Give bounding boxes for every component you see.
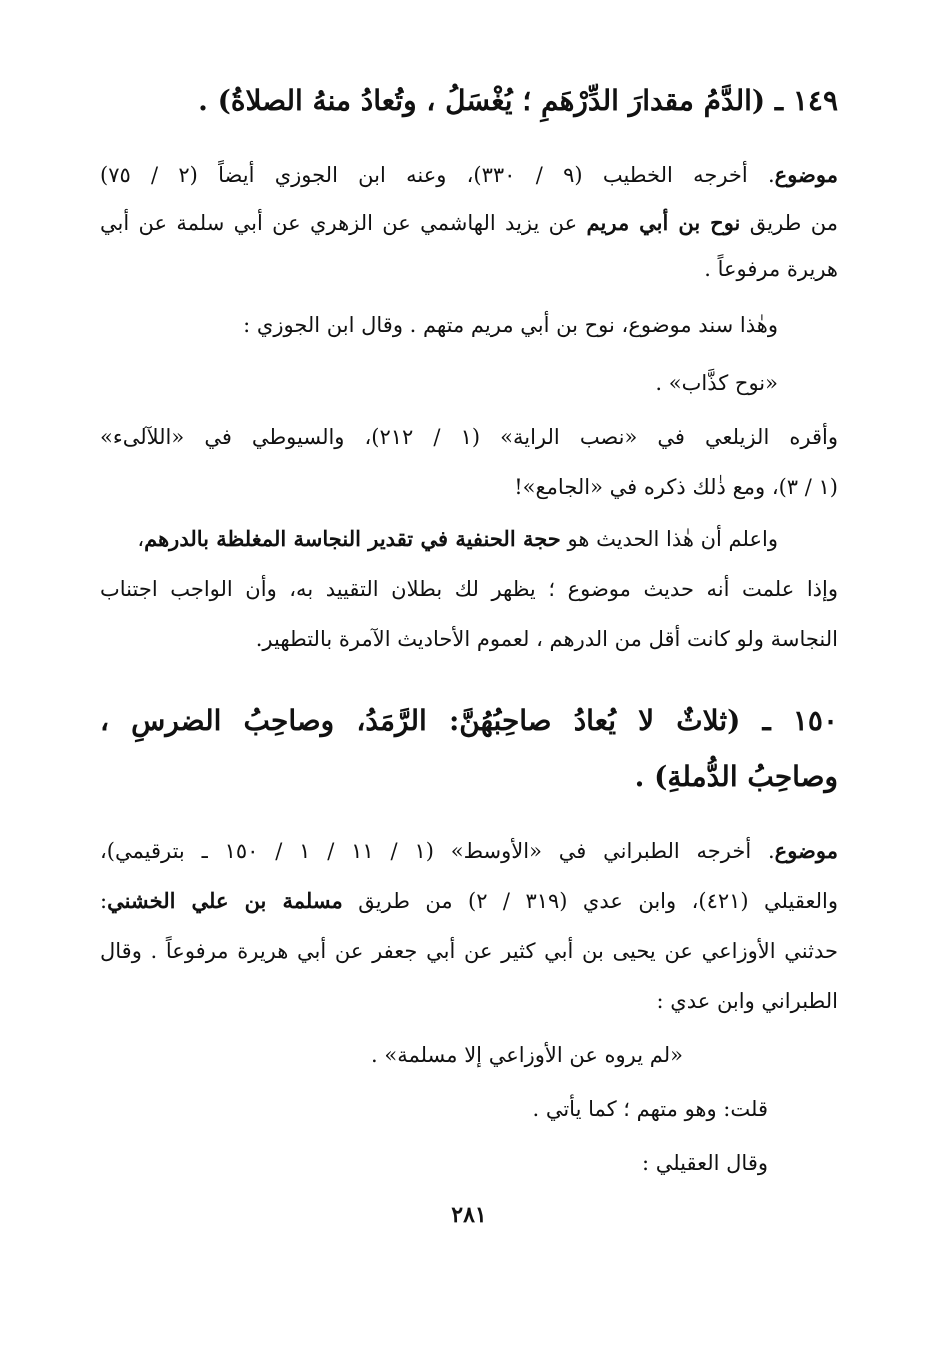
hadith-150-uqayli: وقال العقيلي : bbox=[641, 1151, 768, 1175]
hadith-149-heading: ١٤٩ ـ (الدَّمُ مقدارَ الدِّرْهَمِ ؛ يُغْسَلُ ، وتُعادُ منهُ الصلاةُ) . bbox=[198, 84, 838, 117]
verdict-label: موضوع bbox=[774, 162, 838, 187]
narrator-name: مسلمة بن علي الخشني bbox=[107, 888, 343, 913]
hadith-150-heading-line-1: ١٥٠ ـ (ثلاثٌ لا يُعادُ صاحِبُهُنَّ: الرَّمَدُ، وصاحِبُ الضرسِ ، bbox=[100, 704, 838, 737]
text-span: والعقيلي (٤٢١)، وابن عدي (٣١٩ / ٢) من طريق bbox=[358, 889, 838, 913]
text-span: : bbox=[100, 889, 108, 913]
hadith-149-note-line-3: النجاسة ولو كانت أقل من الدرهم ، لعموم الأحاديث الآمرة بالتطهير. bbox=[255, 627, 838, 651]
text-span: . أخرجه الطبراني في «الأوسط» (١ / ١١ / ١ / ١٥٠ ـ بترقيمي)، bbox=[100, 839, 775, 863]
hadith-150-author-note: قلت: وهو متهم ؛ كما يأتي . bbox=[532, 1097, 768, 1121]
hadith-149-zaylai-line-1: وأقره الزيلعي في «نصب الراية» (١ / ٢١٢)، والسيوطي في «اللآلىء» bbox=[100, 425, 838, 449]
text-span: من طريق bbox=[749, 211, 838, 235]
hadith-150-heading-line-2: وصاحِبُ الدُّملةِ) . bbox=[634, 760, 838, 793]
hadith-149-takhrij-line-2 bbox=[100, 202, 838, 244]
text-span: ، bbox=[137, 527, 145, 551]
hadith-150-takhrij-line-2 bbox=[100, 880, 838, 922]
verdict-label: موضوع bbox=[774, 838, 838, 863]
hadith-149-isnad-comment: وهٰذا سند موضوع، نوح بن أبي مريم متهم . وقال ابن الجوزي : bbox=[243, 313, 778, 337]
hadith-150-quote: «لم يروه عن الأوزاعي إلا مسلمة» . bbox=[371, 1043, 683, 1067]
hadith-149-quote: «نوح كذَّاب» . bbox=[655, 371, 778, 395]
hadith-149-note-line-1 bbox=[100, 518, 778, 560]
hadith-150-takhrij-line-3: حدثني الأوزاعي عن يحيى بن أبي كثير عن أبي جعفر عن أبي هريرة مرفوعاً . وقال bbox=[100, 939, 838, 963]
page-number: ٢٨١ bbox=[451, 1202, 487, 1228]
text-span: واعلم أن هٰذا الحديث هو bbox=[567, 527, 778, 551]
hadith-149-takhrij-line-1 bbox=[100, 154, 838, 196]
hadith-149-note-line-2: وإذا علمت أنه حديث موضوع ؛ يظهر لك بطلان التقييد به، وأن الواجب اجتناب bbox=[100, 577, 838, 601]
hadith-150-takhrij-line-4: الطبراني وابن عدي : bbox=[656, 989, 838, 1013]
emphasis-text: حجة الحنفية في تقدير النجاسة المغلظة بالدرهم bbox=[144, 526, 561, 551]
narrator-name: نوح بن أبي مريم bbox=[586, 210, 741, 235]
text-span: عن يزيد الهاشمي عن الزهري عن أبي سلمة عن أبي bbox=[100, 211, 578, 235]
hadith-149-takhrij-line-3: هريرة مرفوعاً . bbox=[704, 257, 838, 281]
hadith-149-zaylai-line-2: (١ / ٣)، ومع ذٰلك ذكره في «الجامع»! bbox=[514, 475, 838, 499]
hadith-150-takhrij-line-1 bbox=[100, 830, 838, 872]
text-span: . أخرجه الخطيب (٩ / ٣٣٠)، وعنه ابن الجوزي أيضاً (٢ / ٧٥) bbox=[100, 163, 775, 187]
